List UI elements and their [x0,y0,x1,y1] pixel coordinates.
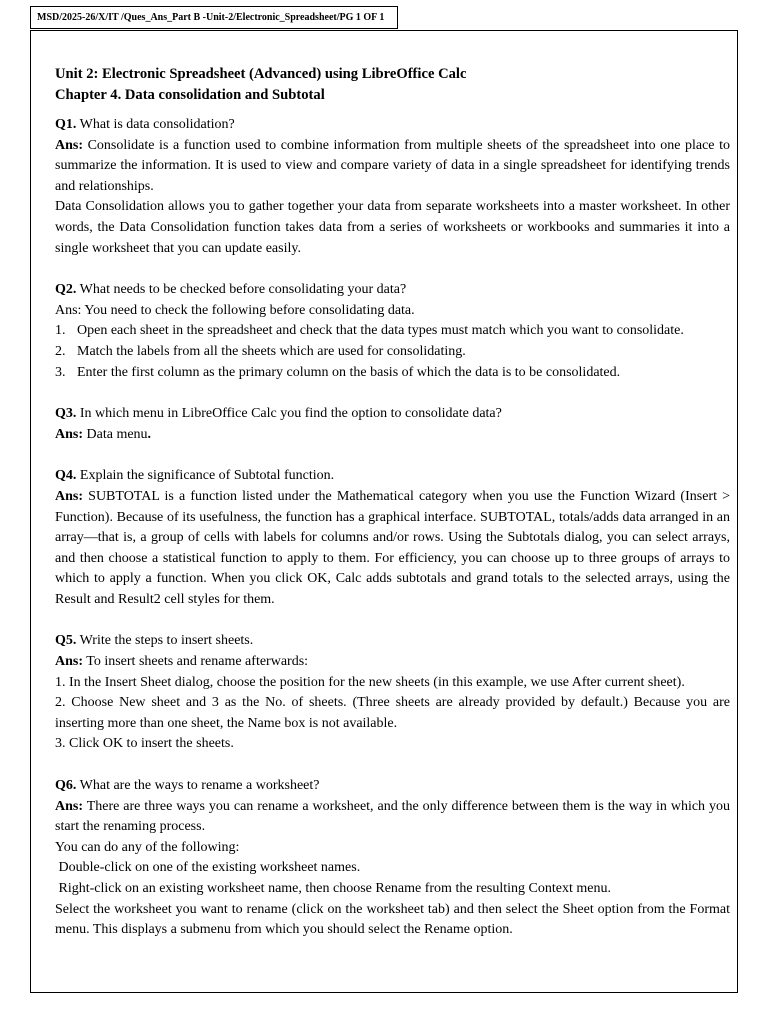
question-5 [55,631,730,755]
q6-text: What are the ways to rename a worksheet? [76,778,320,794]
q2-label: Q2. [55,282,77,298]
q6-ans-label: Ans: [55,798,84,814]
q5-ans-label: Ans: [55,654,84,670]
q6-answer: There are three ways you can rename a worksheet, and the only difference between them is the way in which you start the renaming process. [55,798,730,835]
q4-label: Q4. [55,468,77,484]
q3-answer: Data menu [83,426,148,442]
q3-label: Q3. [55,406,77,422]
q1-ans-label: Ans: [55,137,84,153]
q2-item: 3. Enter the first column as the primary column on the basis of which the data is to be consolidated. [55,364,621,380]
q5-label: Q5. [55,633,77,649]
q5-step: 2. Choose New sheet and 3 as the No. of sheets. (Three sheets are already provided by default.) Because you are inserting more than one sheet, the Name box is not available. [55,695,730,731]
q4-ans-label: Ans: [55,488,84,504]
q5-answer: To insert sheets and rename afterwards: [83,654,309,670]
q1-answer: Consolidate is a function used to combine information from multiple sheets of the spreadsheet into one place to summarize the information. It is used to view and compare variety of data in a single spreadsheet for identifying trends and relationships. [55,137,730,194]
q3-text: In which menu in LibreOffice Calc you find the option to consolidate data? [76,406,502,422]
q1-label: Q1. [55,117,77,132]
q6-line: Double-click on one of the existing worksheet names. [55,860,361,876]
q6-label: Q6. [55,778,77,794]
question-3: Q3. In which menu in LibreOffice Calc you find the option to consolidate data? Ans: Data menu. [55,406,502,442]
q2-text: What needs to be checked before consolidating your data? [76,282,407,298]
q3-ans-label: Ans: [55,426,84,442]
unit-title: Unit 2: Electronic Spreadsheet (Advanced) using LibreOffice Calc [55,66,467,82]
q6-line: You can do any of the following: [55,839,240,855]
question-1 [55,115,730,259]
question-6 [55,776,730,941]
q4-answer: SUBTOTAL is a function listed under the Mathematical category when you use the Function Wizard (Insert > Function). Because of its usefulness, the function has a graphical interface. SUBTOTAL, totals/adds data arranged in an array—that is, a group of cells with labels for columns and/or rows. Using the Subtotals dialog, you can select arrays, and then choose a statistical function to apply to them. For efficiency, you can choose up to three groups of arrays to which to apply a function. When you click OK, Calc adds subtotals and grand totals to the selected arrays, using the Result and Result2 cell styles for them. [55,488,730,607]
q6-line: Right-click on an existing worksheet name, then choose Rename from the resulting Context menu. [55,881,611,896]
document-header: MSD/2025-26/X/IT /Ques_Ans_Part B -Unit-2/Electronic_Spreadsheet/PG 1 OF 1 [30,6,398,29]
q1-text: What is data consolidation? [76,117,235,132]
q5-text: Write the steps to insert sheets. [76,633,254,649]
question-4 [55,466,730,610]
chapter-title: Chapter 4. Data consolidation and Subtotal [55,86,325,103]
q2-item: 2. Match the labels from all the sheets which are used for consolidating. [55,343,466,359]
q5-step: 3. Click OK to insert the sheets. [55,736,234,752]
q5-step: 1. In the Insert Sheet dialog, choose the position for the new sheets (in this example, we use After current sheet). [55,674,685,690]
q6-line: Select the worksheet you want to rename (click on the worksheet tab) and then select the Sheet option from the Format menu. This displays a submenu from which you should select the Rename option. [55,901,730,938]
question-2 [55,280,730,383]
q2-intro: Ans: You need to check the following before consolidating data. [55,302,415,318]
q4-text: Explain the significance of Subtotal function. [76,468,335,484]
q2-item: 1. Open each sheet in the spreadsheet and check that the data types must match which you want to consolidate. [55,323,684,339]
q1-answer-2: Data Consolidation allows you to gather together your data from separate worksheets into a master worksheet. In other words, the Data Consolidation function takes data from a series of worksheets or workbooks and summaries it into a single worksheet that you can update easily. [55,199,730,256]
page-content [55,64,730,941]
